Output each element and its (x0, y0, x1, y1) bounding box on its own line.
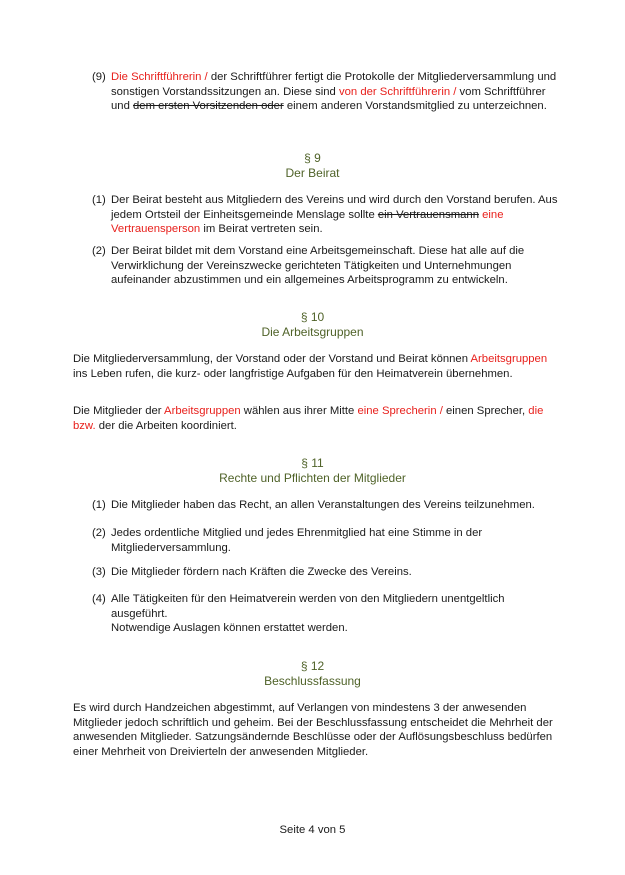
body-text: im Beirat vertreten sein. (200, 223, 323, 236)
body-text: einen Sprecher, (442, 405, 529, 417)
section-title: Rechte und Pflichten der Mitglieder (219, 471, 406, 485)
insertion-text: Die Schriftführerin / (111, 71, 208, 83)
list-number: (3) (92, 566, 106, 578)
body-text: Die Mitgliederversammlung, der Vorstand oder der Vorstand und Beirat können (73, 353, 471, 365)
list-item-s8-9 (92, 70, 562, 114)
body-text: Alle Tätigkeiten für den Heimatverein werden von den Mitgliedern unentgeltlich ausgeführt. (111, 593, 505, 620)
body-text: Notwendige Auslagen können erstattet werden. (111, 622, 348, 635)
page-footer: Seite 4 von 5 (279, 824, 346, 836)
section-number: § 10 (300, 310, 325, 324)
list-number: (4) (92, 593, 106, 605)
insertion-text: eine Vertrauensperson (111, 208, 504, 236)
insertion-text: die bzw. (73, 405, 544, 432)
list-text (111, 193, 562, 237)
section-heading-9 (0, 151, 625, 181)
insertion-text: eine Sprecherin / (357, 405, 443, 417)
list-text: Die Mitglieder haben das Recht, an allen Veranstaltungen des Vereins teilzunehmen. (111, 499, 535, 511)
paragraph-s12: Es wird durch Handzeichen abgestimmt, auf Verlangen von mindestens 3 der anwesenden Mitglieder jedoch schriftlich und geheim. Bei der Beschlussfassung entscheidet die Mehrheit der anwesenden Mitglieder. Satzungsändernde Beschlüsse oder der Auflösungsbeschluss bedürfen einer Mehrheit von Dreivierteln der anwesenden Mitglieder. (73, 702, 553, 758)
insertion-text: von der Schriftführerin / (338, 85, 457, 98)
list-number: (2) (92, 527, 106, 539)
list-item-s11-3 (92, 565, 562, 580)
body-text: vom Schriftführer und (111, 85, 546, 113)
list-text: Der Beirat bildet mit dem Vorstand eine Arbeitsgemeinschaft. Diese hat alle auf die Verwirklichung der Vereinszwecke gerichteten Tätigkeiten und Unternehmungen aufeinander abzustimmen und ein allgemeines Arbeitsprogramm zu entwickeln. (111, 245, 525, 287)
body-text: ins Leben rufen, die kurz- oder langfristige Aufgaben für den Heimatverein übernehmen. (73, 367, 513, 380)
section-title: Beschlussfassung (264, 674, 361, 688)
list-text (111, 592, 562, 636)
deleted-text: ein Vertrauensmann (377, 208, 479, 221)
section-title: Der Beirat (285, 166, 340, 180)
body-text: der Schriftführer fertigt die Protokolle der Mitgliederversammlung und sonstigen Vorstandssitzungen an. Diese sind (111, 71, 557, 98)
insertion-text: Arbeitsgruppen (470, 353, 548, 365)
list-item-s11-4 (92, 592, 562, 636)
paragraph-s10-1 (73, 352, 563, 381)
section-heading-12 (0, 659, 625, 689)
section-number: § 9 (304, 151, 321, 165)
list-text: Die Mitglieder fördern nach Kräften die Zwecke des Vereins. (111, 566, 412, 578)
list-number: (9) (92, 71, 106, 83)
section-number: § 12 (300, 659, 325, 673)
body-text: der die Arbeiten koordiniert. (95, 419, 237, 432)
list-text (111, 70, 562, 114)
paragraph-s10-2 (73, 404, 563, 433)
body-text: Der Beirat besteht aus Mitgliedern des Vereins und wird durch den Vorstand berufen. Aus jedem Ortsteil der Einheitsgemeinde Menslage sollte (111, 194, 558, 221)
list-item-s9-2 (92, 244, 562, 288)
section-number: § 11 (301, 456, 324, 470)
list-number: (2) (92, 245, 106, 257)
body-text: einem anderen Vorstandsmitglied zu unterzeichnen. (283, 100, 547, 113)
list-text: Jedes ordentliche Mitglied und jedes Ehrenmitglied hat eine Stimme in der Mitgliederversammlung. (111, 527, 483, 554)
body-text: Die Mitglieder der (73, 405, 165, 417)
insertion-text: Arbeitsgruppen (164, 405, 241, 417)
list-item-s9-1 (92, 193, 562, 237)
list-item-s11-1 (92, 498, 562, 513)
deleted-text: dem ersten Vorsitzenden oder (133, 100, 284, 113)
list-number: (1) (92, 499, 106, 511)
body-text: wählen aus ihrer Mitte (240, 405, 358, 417)
section-title: Die Arbeitsgruppen (261, 325, 364, 339)
list-item-s11-2 (92, 526, 562, 555)
section-heading-11 (0, 456, 625, 486)
section-heading-10 (0, 310, 625, 340)
list-number: (1) (92, 194, 106, 206)
